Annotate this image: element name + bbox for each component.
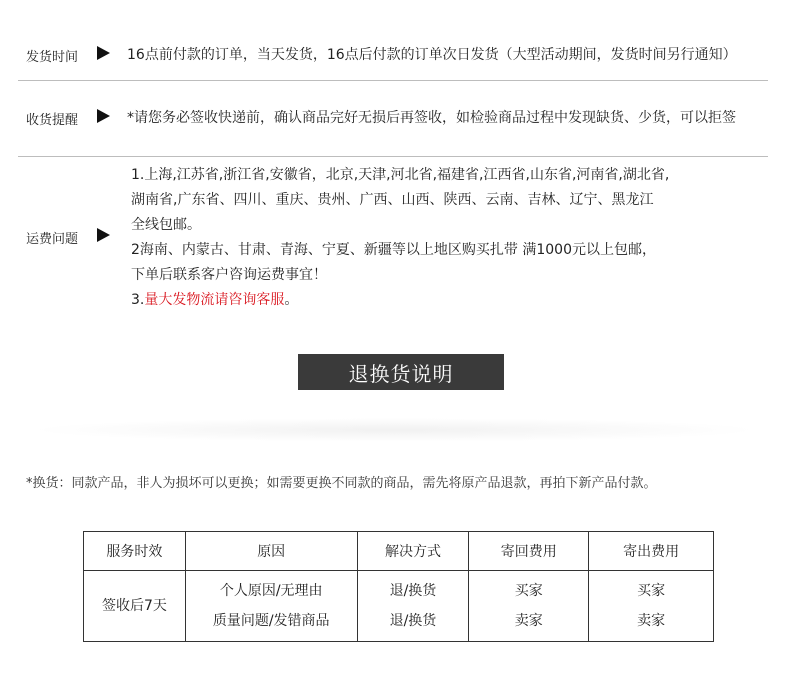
reason-item: 质量问题/发错商品 <box>212 613 330 629</box>
shipping-line: 1.上海,江苏省,浙江省,安徽省，北京,天津,河北省,福建省,江西省,山东省,河南省,湖北省, <box>131 167 670 183</box>
shipping-line: 下单后联系客户咨询运费事宜！ <box>131 267 327 283</box>
table-row <box>84 571 714 642</box>
play-arrow-icon <box>97 46 110 60</box>
divider <box>18 80 768 81</box>
header-solution: 解决方式 <box>357 532 469 571</box>
solution-item: 退/换货 <box>389 613 437 629</box>
delivery-time-text: 16点前付款的订单，当天发货，16点后付款的订单次日发货（大型活动期间，发货时间另行通知） <box>127 47 737 63</box>
divider <box>18 156 768 157</box>
shipping-line-3-prefix: 3. <box>131 292 145 308</box>
shipping-issues-label: 运费问题 <box>26 232 79 247</box>
shipping-issues-text <box>131 163 669 313</box>
shipping-line: 湖南省,广东省、四川、重庆、贵州、广西、山西、陕西、云南、吉林、辽宁、黑龙江 <box>131 192 654 208</box>
decorative-shadow <box>30 418 760 442</box>
play-arrow-icon <box>97 109 110 123</box>
play-arrow-icon <box>97 228 110 242</box>
send-fee-cell <box>589 571 714 642</box>
return-policy-banner: 退换货说明 <box>298 354 504 390</box>
shipping-line: 2海南、内蒙古、甘肃、青海、宁夏、新疆等以上地区购买扎带 满1000元以上包邮， <box>131 242 656 258</box>
send-fee-item: 买家 <box>637 583 666 599</box>
receipt-reminder-text: *请您务必签收快递前，确认商品完好无损后再签收，如检验商品过程中发现缺货、少货，可以拒签 <box>127 110 736 126</box>
return-fee-item: 买家 <box>514 583 543 599</box>
header-reason: 原因 <box>185 532 357 571</box>
shipping-line-3 <box>131 288 669 313</box>
header-return-fee: 寄回费用 <box>469 532 589 571</box>
shipping-line: 全线包邮。 <box>131 217 201 233</box>
service-period-cell: 签收后7天 <box>84 571 186 642</box>
reason-cell <box>185 571 357 642</box>
receipt-reminder-label: 收货提醒 <box>26 113 79 128</box>
solution-cell <box>357 571 469 642</box>
exchange-note: *换货：同款产品，非人为损坏可以更换；如需要更换不同款的商品，需先将原产品退款，再拍下新产品付款。 <box>26 476 657 491</box>
return-fee-cell <box>469 571 589 642</box>
return-fee-item: 卖家 <box>514 613 543 629</box>
return-policy-table <box>83 531 714 642</box>
delivery-time-label: 发货时间 <box>26 50 79 65</box>
table-header-row <box>84 532 714 571</box>
send-fee-item: 卖家 <box>637 613 666 629</box>
logistics-consult-note: 量大发物流请咨询客服 <box>144 292 285 308</box>
header-service-period: 服务时效 <box>84 532 186 571</box>
shipping-line-3-suffix: 。 <box>284 292 299 308</box>
reason-item: 个人原因/无理由 <box>219 583 323 599</box>
solution-item: 退/换货 <box>389 583 437 599</box>
header-send-fee: 寄出费用 <box>589 532 714 571</box>
